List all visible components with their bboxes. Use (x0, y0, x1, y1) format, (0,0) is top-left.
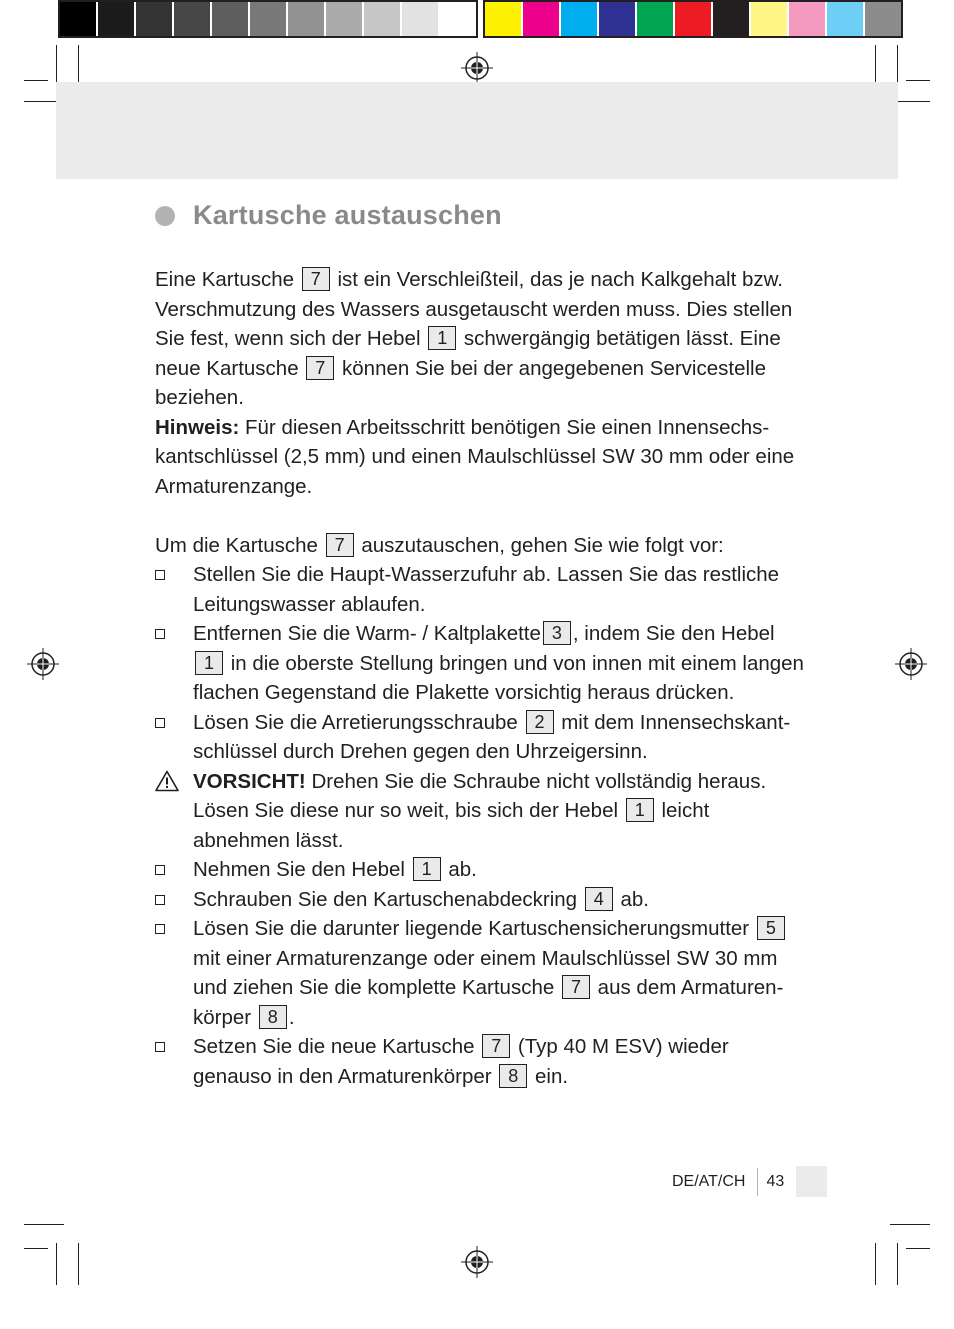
list-item: Stellen Sie die Haupt-Wasserzufuhr ab. Lassen Sie das restliche Leitungswasser ablaufen. (155, 560, 805, 619)
color-swatch (637, 2, 673, 36)
registration-mark-icon (27, 648, 59, 680)
color-swatch (827, 2, 863, 36)
crop-mark (906, 1248, 930, 1249)
color-swatch (212, 2, 248, 36)
color-swatch (789, 2, 825, 36)
crop-mark (56, 45, 57, 87)
part-number: 7 (482, 1034, 510, 1058)
checkbox-bullet-icon (155, 924, 165, 934)
page-title: Kartusche austauschen (193, 200, 502, 230)
color-swatch (440, 2, 476, 36)
color-swatch (364, 2, 400, 36)
page-number: 43 (766, 1172, 785, 1190)
crop-mark (897, 1243, 898, 1285)
warning-item: VORSICHT! Drehen Sie die Schraube nicht vollständig heraus. Lösen Sie diese nur so weit, bis sich der Hebel 1 leicht abnehmen lässt. (155, 767, 805, 856)
crop-mark (24, 80, 48, 81)
list-item: Nehmen Sie den Hebel 1 ab. (155, 855, 805, 885)
crop-mark (78, 45, 79, 87)
header-band (56, 82, 898, 179)
crop-mark (897, 45, 898, 87)
grayscale-calibration-bar (58, 0, 478, 38)
color-swatch (561, 2, 597, 36)
part-number: 1 (428, 326, 456, 350)
crop-mark (875, 45, 876, 87)
warning-label: VORSICHT! (193, 769, 306, 793)
list-item: Lösen Sie die darunter liegende Kartuschensicherungsmutter 5 mit einer Armaturenzange oder einem Maulschlüssel SW 30 mm und ziehen Sie die komplette Kartusche 7 aus dem Armaturen-körper 8 . (155, 914, 805, 1032)
registration-mark-icon (461, 1246, 493, 1278)
list-item: Entfernen Sie die Warm- / Kaltplakette 3 , indem Sie den Hebel 1 in die oberste Stellung bringen und von innen mit einem langen flachen Gegenstand die Plakette vorsichtig heraus drücken. (155, 619, 805, 708)
part-number: 8 (259, 1005, 287, 1029)
color-swatch (599, 2, 635, 36)
crop-mark (890, 1224, 930, 1225)
hint-paragraph: Hinweis: Für diesen Arbeitsschritt benötigen Sie einen Innensechs-kantschlüssel (2,5 mm) und einen Maulschlüssel SW 30 mm oder eine Armaturenzange. (155, 415, 795, 498)
color-swatch (865, 2, 901, 36)
page-footer (672, 1166, 827, 1197)
section-heading (155, 200, 502, 231)
part-number: 4 (585, 887, 613, 911)
part-number: 7 (562, 975, 590, 999)
checkbox-bullet-icon (155, 895, 165, 905)
color-swatch (60, 2, 96, 36)
color-swatch (326, 2, 362, 36)
crop-mark (78, 1243, 79, 1285)
warning-triangle-icon (155, 770, 179, 792)
part-number: 1 (413, 857, 441, 881)
checkbox-bullet-icon (155, 629, 165, 639)
registration-mark-icon (461, 52, 493, 84)
color-swatch (98, 2, 134, 36)
color-swatch (713, 2, 749, 36)
color-swatch (250, 2, 286, 36)
color-swatch (485, 2, 521, 36)
part-number: 3 (543, 621, 571, 645)
hint-label: Hinweis: (155, 415, 240, 439)
part-number: 7 (302, 267, 330, 291)
list-item: Lösen Sie die Arretierungsschraube 2 mit dem Innensechskant-schlüssel durch Drehen gegen den Uhrzeigersinn. (155, 708, 805, 767)
bullet-dot-icon (155, 206, 175, 226)
instructions-body (155, 265, 805, 1091)
intro-paragraph: Eine Kartusche 7 ist ein Verschleißteil, das je nach Kalkgehalt bzw. Verschmutzung des Wassers ausgetauscht werden muss. Dies stellen Sie fest, wenn sich der Hebel 1 schwergängig betätigen lässt. Eine neue Kartusche 7 können Sie bei der angegebenen Servicestelle beziehen. (155, 268, 793, 409)
crop-mark (24, 1224, 64, 1225)
part-number: 1 (195, 651, 223, 675)
color-swatch (174, 2, 210, 36)
checkbox-bullet-icon (155, 1042, 165, 1052)
color-calibration-bar (483, 0, 903, 38)
checkbox-bullet-icon (155, 865, 165, 875)
lead-paragraph: Um die Kartusche 7 auszutauschen, gehen Sie wie folgt vor: (155, 533, 724, 557)
crop-mark (906, 80, 930, 81)
language-label: DE/AT/CH (672, 1172, 746, 1190)
page-tab-marker (796, 1166, 827, 1197)
part-number: 1 (626, 798, 654, 822)
part-number: 7 (326, 533, 354, 557)
part-number: 7 (306, 356, 334, 380)
checkbox-bullet-icon (155, 718, 165, 728)
color-swatch (402, 2, 438, 36)
part-number: 5 (757, 916, 785, 940)
part-number: 2 (526, 710, 554, 734)
registration-mark-icon (895, 648, 927, 680)
list-item: Schrauben Sie den Kartuschenabdeckring 4 ab. (155, 885, 805, 915)
list-item: Setzen Sie die neue Kartusche 7 (Typ 40 M ESV) wieder genauso in den Armaturenkörper 8 ein. (155, 1032, 805, 1091)
color-swatch (675, 2, 711, 36)
color-swatch (751, 2, 787, 36)
part-number: 8 (499, 1064, 527, 1088)
color-swatch (136, 2, 172, 36)
crop-mark (56, 1243, 57, 1285)
color-swatch (523, 2, 559, 36)
crop-mark (24, 1248, 48, 1249)
color-swatch (288, 2, 324, 36)
crop-mark (875, 1243, 876, 1285)
checkbox-bullet-icon (155, 570, 165, 580)
